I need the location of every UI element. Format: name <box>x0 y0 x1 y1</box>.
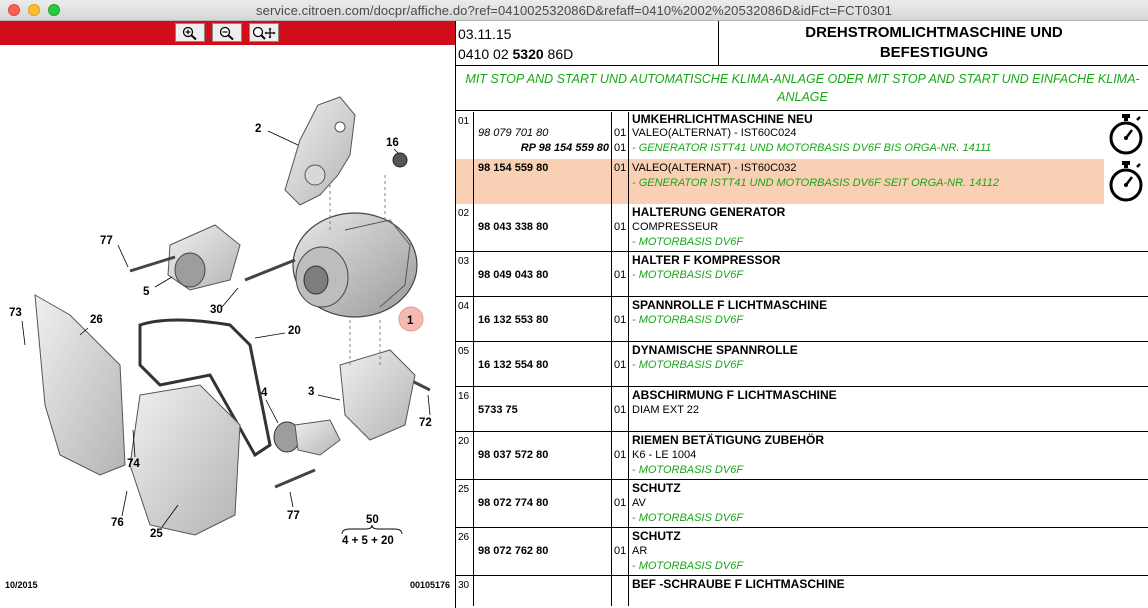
part-ref[interactable]: 98 154 559 80 <box>478 162 549 174</box>
part-title: SPANNROLLE F LICHTMASCHINE <box>632 298 828 312</box>
part-applicability: - MOTORBASIS DV6F <box>632 464 744 476</box>
part-applicability: - MOTORBASIS DV6F <box>632 512 744 524</box>
parts-group[interactable] <box>456 480 1148 528</box>
part-desc: DIAM EXT 22 <box>632 404 700 416</box>
quantity: 01 <box>614 142 627 154</box>
parts-table <box>456 112 1148 606</box>
parts-group[interactable] <box>456 387 1148 432</box>
exploded-parts-diagram <box>0 45 455 580</box>
zoom-in-icon <box>182 26 198 40</box>
window-titlebar <box>0 0 1148 21</box>
item-number: 01 <box>456 112 474 159</box>
part-title: SCHUTZ <box>632 529 681 543</box>
part-title: HALTERUNG GENERATOR <box>632 205 786 219</box>
zoom-out-icon <box>219 26 235 40</box>
applicability-note: MIT STOP AND START UND AUTOMATISCHE KLIMA-ANLAGE ODER MIT STOP AND START UND EINFACHE KLIMA-ANLAGE <box>456 66 1148 111</box>
pan-zoom-button[interactable] <box>249 23 279 42</box>
parts-group <box>456 112 1148 204</box>
quantity: 01 <box>614 162 627 174</box>
item-number: 26 <box>456 528 474 575</box>
part-applicability: - GENERATOR ISTT41 UND MOTORBASIS DV6F SEIT ORGA-NR. 14112 <box>632 177 999 189</box>
part-title: SCHUTZ <box>632 481 681 495</box>
rear-cover-part-26 <box>35 295 125 475</box>
diagram-ref: 00105176 <box>409 580 450 590</box>
item-number: 20 <box>456 432 474 479</box>
part-ref[interactable]: 98 043 338 80 <box>478 221 549 233</box>
callout-label: 30 <box>210 304 223 316</box>
part-title: HALTER F KOMPRESSOR <box>632 253 781 267</box>
part-ref[interactable]: 16 132 553 80 <box>478 314 549 326</box>
stopwatch-icon[interactable] <box>1104 112 1148 157</box>
item-number: 04 <box>456 297 474 341</box>
callout-label: 25 <box>150 528 163 540</box>
part-title: ABSCHIRMUNG F LICHTMASCHINE <box>632 388 837 402</box>
callout-label: 76 <box>111 517 124 529</box>
callout-label: 20 <box>288 325 301 337</box>
part-title: DYNAMISCHE SPANNROLLE <box>632 343 798 357</box>
front-cover-part-25 <box>130 385 240 535</box>
title-line-2: BEFESTIGUNG <box>879 44 989 61</box>
part-title: RIEMEN BETÄTIGUNG ZUBEHÖR <box>632 433 824 447</box>
parts-group[interactable] <box>456 204 1148 252</box>
part-applicability: - MOTORBASIS DV6F <box>632 236 744 248</box>
bolt-part-30 <box>245 260 295 280</box>
part-ref[interactable]: 98 037 572 80 <box>478 449 549 461</box>
quantity: 01 <box>614 545 627 557</box>
bracket-part-2 <box>285 97 355 205</box>
replacement-ref[interactable]: RP 98 154 559 80 <box>520 142 609 154</box>
list-header <box>456 21 1148 66</box>
part-ref[interactable]: 5733 75 <box>478 404 518 416</box>
part-desc: AV <box>632 497 646 509</box>
part-ref[interactable]: 98 079 701 80 <box>478 127 549 139</box>
item-number: 16 <box>456 387 474 431</box>
quantity: 01 <box>614 221 627 233</box>
table-row[interactable] <box>456 112 1148 159</box>
part-desc: VALEO(ALTERNAT) - IST60C024 <box>632 127 797 139</box>
item-number: 03 <box>456 252 474 296</box>
stopwatch-icon[interactable] <box>1104 159 1148 204</box>
callout-label: 72 <box>419 417 432 429</box>
part-applicability: - MOTORBASIS DV6F <box>632 314 744 326</box>
parts-group[interactable] <box>456 528 1148 576</box>
parts-group[interactable] <box>456 297 1148 342</box>
callout-label: 26 <box>90 314 103 326</box>
item-number: 05 <box>456 342 474 386</box>
part-desc: K6 - LE 1004 <box>632 449 697 461</box>
diagram-toolbar <box>0 21 455 45</box>
parts-group[interactable] <box>456 576 1148 606</box>
group-brace <box>342 525 402 534</box>
bolt-part-77-lower <box>275 470 315 487</box>
zoom-out-button[interactable] <box>212 23 242 42</box>
parts-group[interactable] <box>456 342 1148 387</box>
bracket-part-3 <box>340 350 415 440</box>
quantity: 01 <box>614 314 627 326</box>
header-date: 03.11.15 <box>458 26 512 42</box>
quantity: 01 <box>614 269 627 281</box>
callout-label: 16 <box>386 137 399 149</box>
zoom-in-button[interactable] <box>175 23 205 42</box>
parts-group[interactable] <box>456 432 1148 480</box>
callout-label: 4 + 5 + 20 <box>342 535 394 547</box>
diagram-pane <box>0 21 455 608</box>
part-title: BEF -SCHRAUBE F LICHTMASCHINE <box>632 577 845 591</box>
callout-label: 74 <box>127 458 140 470</box>
window-url: service.citroen.com/docpr/affiche.do?ref=041002532086D&refaff=0410%2002%20532086D&idFct=FCT0301 <box>256 3 892 18</box>
callout-label: 1 <box>407 315 414 327</box>
page-title <box>719 21 1148 65</box>
item-number: 02 <box>456 204 474 251</box>
callout-label: 5 <box>143 286 150 298</box>
part-ref[interactable]: 16 132 554 80 <box>478 359 549 371</box>
part-applicability: - GENERATOR ISTT41 UND MOTORBASIS DV6F BIS ORGA-NR. 14111 <box>632 142 992 154</box>
part-desc: VALEO(ALTERNAT) - IST60C032 <box>632 162 797 174</box>
header-ref <box>458 44 718 64</box>
part-title: UMKEHRLICHTMASCHINE NEU <box>632 112 813 126</box>
callout-label: 2 <box>255 123 262 135</box>
ref-bold: 5320 <box>512 46 544 62</box>
quantity: 01 <box>614 127 627 139</box>
table-row-highlighted[interactable] <box>456 159 1148 204</box>
callout-label: 3 <box>308 386 315 398</box>
parts-list-pane <box>455 21 1148 608</box>
header-info <box>456 21 719 65</box>
part-ref[interactable]: 98 049 043 80 <box>478 269 549 281</box>
callout-label: 4 <box>261 387 268 399</box>
part-desc: COMPRESSEUR <box>632 221 719 233</box>
callout-label: 77 <box>287 510 300 522</box>
callout-label: 73 <box>9 307 22 319</box>
quantity: 01 <box>614 404 627 416</box>
cap-part-16 <box>393 153 407 167</box>
title-line-1: DREHSTROMLICHTMASCHINE UND <box>805 24 1063 41</box>
callout-label: 50 <box>366 514 379 526</box>
alternator-part-1 <box>293 213 417 317</box>
part-applicability: - MOTORBASIS DV6F <box>632 359 744 371</box>
zoom-pan-icon <box>252 26 276 40</box>
quantity: 01 <box>614 359 627 371</box>
part-desc: AR <box>632 545 648 557</box>
quantity: 01 <box>614 449 627 461</box>
part-applicability: - MOTORBASIS DV6F <box>632 560 744 572</box>
part-applicability: - MOTORBASIS DV6F <box>632 269 744 281</box>
part-ref[interactable]: 98 072 774 80 <box>478 497 549 509</box>
quantity: 01 <box>614 497 627 509</box>
ref-suffix: 86D <box>543 46 574 62</box>
tensioner-part-5 <box>168 225 240 290</box>
item-number: 30 <box>456 576 474 606</box>
diagram-date: 10/2015 <box>5 580 38 590</box>
ref-prefix: 0410 02 <box>458 46 513 62</box>
parts-group[interactable] <box>456 252 1148 297</box>
part-ref[interactable]: 98 072 762 80 <box>478 545 549 557</box>
tension-roller-part-4 <box>274 420 340 455</box>
callout-label: 77 <box>100 235 113 247</box>
item-number: 25 <box>456 480 474 527</box>
